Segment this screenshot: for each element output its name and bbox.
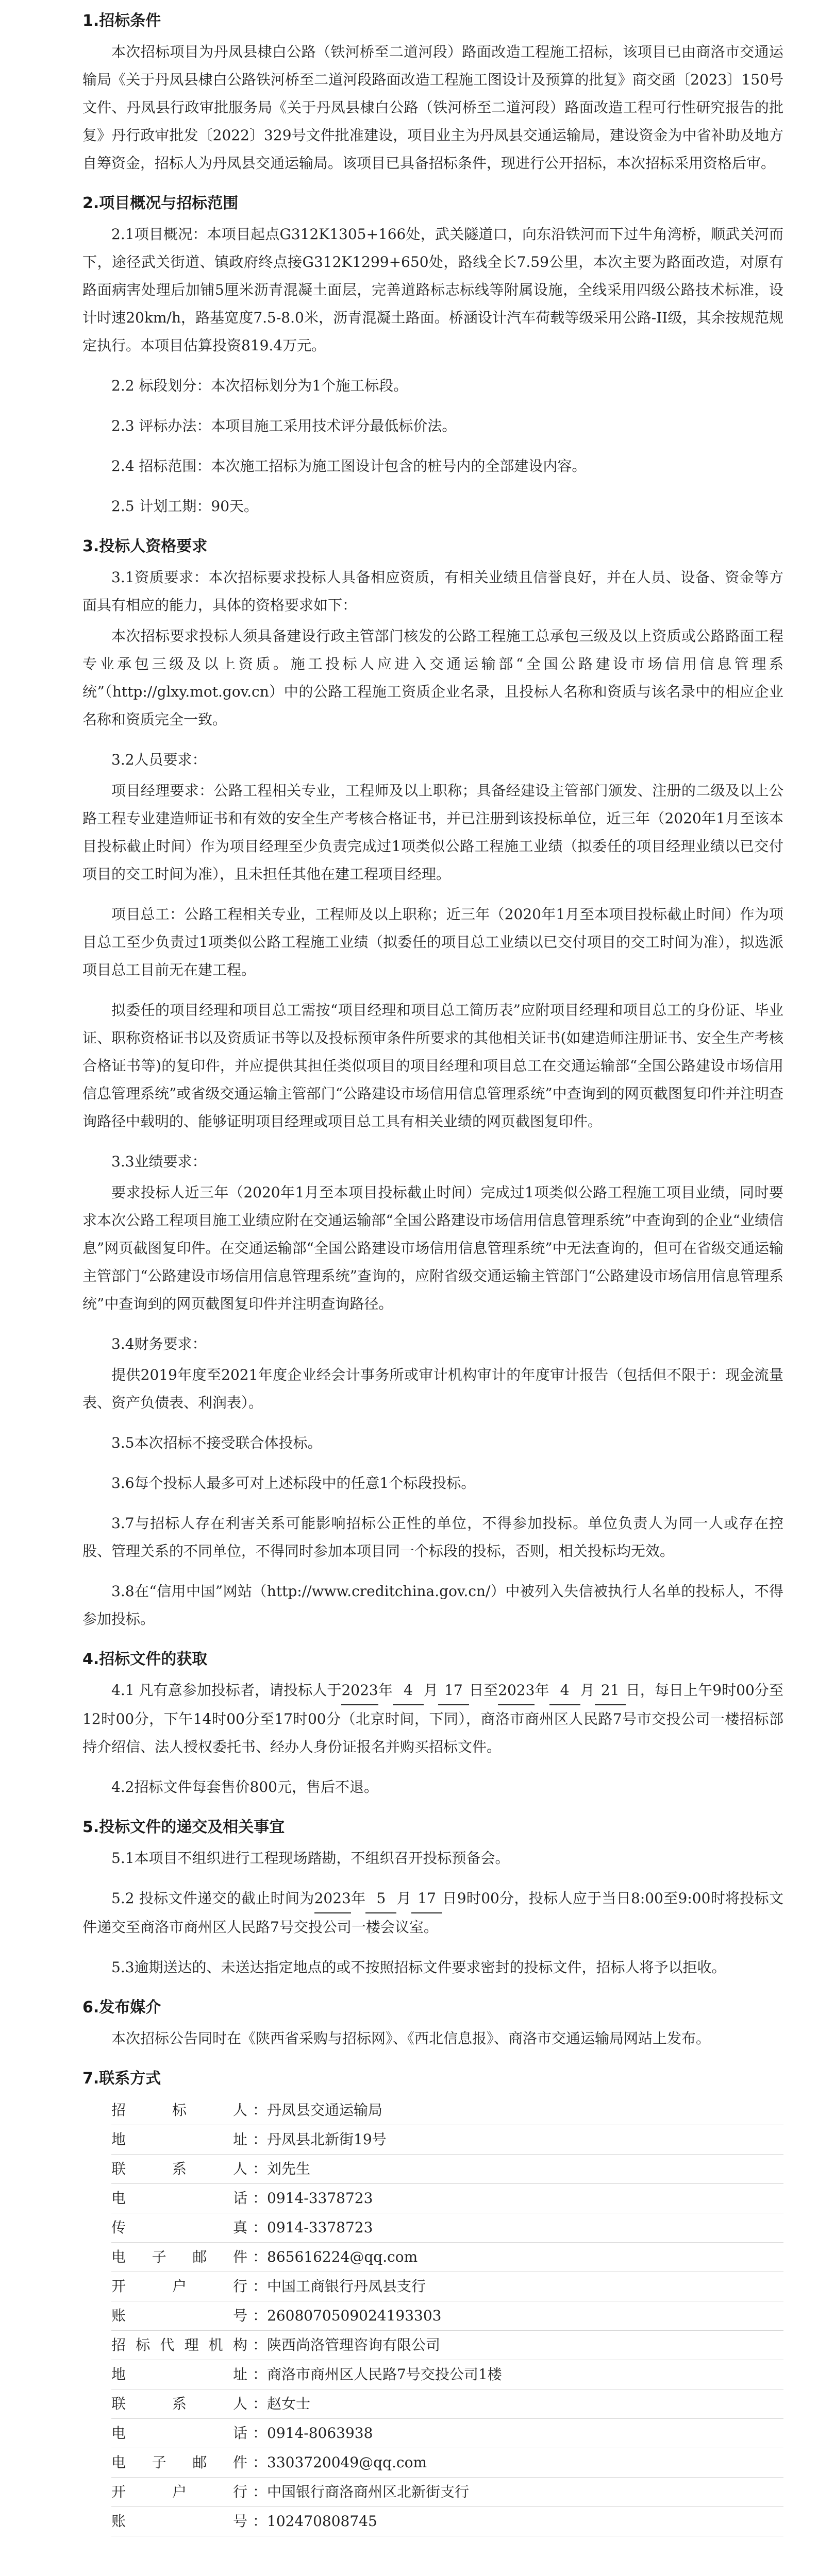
contact-colon: ： [253, 2102, 268, 2119]
contact-label-char: 人 [232, 2160, 247, 2177]
contact-value: 865616224@qq.com [267, 2248, 418, 2265]
performance-requirement-title: 3.3业绩要求： [111, 1153, 207, 1170]
contact-label-char: 理 [184, 2336, 199, 2353]
contact-value: 刘先生 [267, 2160, 311, 2177]
contact-colon: ： [253, 2248, 268, 2265]
section-heading-5: 5.投标文件的递交及相关事宜 [82, 1818, 285, 1836]
contact-colon: ： [253, 2513, 268, 2530]
personnel-documents: 拟委任的项目经理和项目总工需按“项目经理和项目总工简历表”应附项目经理和项目总工的身份证、毕业证、职称资格证书以及资质证书等以及投标预审条件所要求的其他相关证书(如建造师注册证书、安全生产考核合格证书等)的复印件，并应提供其担任类似项目的项目经理和项目总工在交通运输部“全国公路建设市场信用信息管理系统”或省级交通运输主管部门“公路建设市场信用信息管理系统”中查询到的网页截图复印件并注明查询路径中载明的、能够证明项目经理或项目总工具有相关业绩的网页截图复印件。 [82, 1002, 783, 1130]
lot-division: 2.2 标段划分：本次招标划分为1个施工标段。 [111, 377, 408, 394]
contact-label-char: 电 [111, 2248, 126, 2265]
deadline-month: 5 [365, 1885, 396, 1913]
contact-value: 3303720049@qq.com [267, 2454, 427, 2471]
contact-row [111, 2125, 783, 2155]
contact-label-char: 机 [208, 2336, 223, 2353]
contact-label-char: 件 [232, 2454, 247, 2471]
no-consortium: 3.5本次招标不接受联合体投标。 [111, 1434, 322, 1451]
project-manager-requirement: 项目经理要求：公路工程相关专业，工程师及以上职称；具备经建设主管部门颁发、注册的二级及以上公路工程专业建造师证书和有效的安全生产考核合格证书，并已注册到该投标单位，近三年（2020年1月至该本目投标截止时间）作为项目经理至少负责完成过1项类似公路工程施工业绩（拟委任的项目经理业绩以已交付项目的交工时间为准），且未担任其他在建工程项目经理。 [82, 782, 783, 883]
contact-label-char: 联 [111, 2395, 126, 2412]
contact-label-char: 件 [232, 2248, 247, 2265]
contact-value: 2608070509024193303 [267, 2307, 442, 2324]
deadline-year: 2023 [314, 1885, 351, 1913]
contact-colon: ： [253, 2219, 268, 2236]
contact-row [111, 2213, 783, 2243]
contact-colon: ： [253, 2307, 268, 2324]
contact-label-char: 邮 [192, 2248, 207, 2265]
contact-colon: ： [253, 2278, 268, 2295]
contact-label [111, 2096, 251, 2125]
contact-label [111, 2213, 251, 2242]
section-heading-1: 1.招标条件 [82, 12, 161, 30]
contact-colon: ： [253, 2483, 268, 2500]
contact-label-char: 电 [111, 2190, 126, 2207]
submission-deadline: 5.2 投标文件递交的截止时间为2023年 5 月 17 日9时00分，投标人应于当日8:00至9:00时将投标文件递交至商洛市商州区人民路7号交投公司一楼会议室。 [82, 1885, 783, 1941]
contact-label [111, 2507, 251, 2536]
contact-value: 0914-8063938 [267, 2425, 373, 2442]
contact-label-char: 子 [152, 2248, 166, 2265]
evaluation-method: 2.3 评标办法：本项目施工采用技术评分最低标价法。 [111, 417, 457, 434]
contact-row [111, 2272, 783, 2301]
contact-colon: ： [253, 2454, 268, 2471]
contact-label-char: 行 [232, 2483, 247, 2500]
contact-label-char: 号 [232, 2307, 247, 2324]
contact-label-char: 标 [136, 2336, 151, 2353]
conflict-of-interest: 3.7与招标人存在利害关系可能影响招标公正性的单位，不得参加投标。单位负责人为同一人或存在控股、管理关系的不同单位，不得同时参加本项目同一个标段的投标，否则，相关投标均无效。 [82, 1515, 783, 1560]
contact-label-char: 系 [172, 2160, 187, 2177]
contact-label-char: 标 [172, 2102, 187, 2119]
personnel-requirement-title: 3.2人员要求： [111, 751, 207, 768]
contact-list [111, 2096, 783, 2536]
financial-requirement-title: 3.4财务要求： [111, 1335, 207, 1352]
credit-china-clause: 3.8在“信用中国”网站（http://www.creditchina.gov.cn/）中被列入失信被执行人名单的投标人，不得参加投标。 [82, 1583, 783, 1628]
contact-row [111, 2478, 783, 2507]
contact-value: 商洛市商州区人民路7号交投公司1楼 [267, 2366, 502, 2383]
contact-label-char: 户 [172, 2278, 187, 2295]
lot-limit: 3.6每个投标人最多可对上述标段中的任意1个标段投标。 [111, 1475, 476, 1492]
qualification-detail: 本次招标要求投标人须具备建设行政主管部门核发的公路工程施工总承包三级及以上资质或公路路面工程专业承包三级及以上资质。施工投标人应进入交通运输部“全国公路建设市场信用信息管理系统”（http://glxy.mot.gov.cn）中的公路工程施工资质企业名录，且投标人名称和资质与该名录中的相应企业名称和资质完全一致。 [82, 628, 783, 728]
project-overview: 2.1项目概况：本项目起点G312K1305+166处，武关隧道口，向东沿铁河而下过牛角湾桥，顺武关河而下，途径武关街道、镇政府终点接G312K1299+650处，路线全长7.59公里，本次主要为路面改造，对原有路面病害处理后加铺5厘米沥青混凝土面层，完善道路标志标线等附属设施，全线采用四级公路技术标准，设计时速20km/h，路基宽度7.5-8.0米，沥青混凝土路面。桥涵设计汽车荷载等级采用公路-II级，其余按规范规定执行。本项目估算投资819.4万元。 [82, 226, 783, 354]
contact-row [111, 2448, 783, 2478]
planned-duration: 2.5 计划工期：90天。 [111, 498, 259, 515]
section-heading-7: 7.联系方式 [82, 2070, 161, 2088]
contact-label [111, 2419, 251, 2448]
contact-value: 102470808745 [267, 2513, 377, 2530]
contact-label [111, 2478, 251, 2506]
contact-label-char: 址 [232, 2366, 247, 2383]
contact-colon: ： [253, 2425, 268, 2442]
contact-label [111, 2125, 251, 2154]
contact-label [111, 2243, 251, 2272]
contact-label-char: 账 [111, 2307, 126, 2324]
contact-row [111, 2155, 783, 2184]
no-site-visit: 5.1本项目不组织进行工程现场踏勘，不组织召开投标预备会。 [111, 1850, 510, 1867]
contact-row [111, 2360, 783, 2389]
contact-value: 0914-3378723 [267, 2219, 373, 2236]
contact-label-char: 邮 [192, 2454, 207, 2471]
contact-value: 陕西尚洛管理咨询有限公司 [267, 2336, 441, 2353]
tender-scope: 2.4 招标范围：本次施工招标为施工图设计包含的桩号内的全部建设内容。 [111, 457, 587, 474]
contact-label-char: 联 [111, 2160, 126, 2177]
contact-label [111, 2272, 251, 2301]
section-heading-4: 4.招标文件的获取 [82, 1650, 208, 1668]
tender-announcement [82, 7, 783, 2536]
performance-requirement: 要求投标人近三年（2020年1月至本项目投标截止时间）完成过1项类似公路工程施工项目业绩，同时要求本次公路工程项目施工业绩应附在交通运输部“全国公路建设市场信用信息管理系统”中查询到的企业“业绩信息”网页截图复印件。在交通运输部“全国公路建设市场信用信息管理系统”中无法查询的，但可在省级交通运输主管部门“公路建设市场信用信息管理系统”查询的，应附省级交通运输主管部门“公路建设市场信用信息管理系统”中查询到的网页截图复印件并注明查询路径。 [82, 1184, 783, 1312]
end-year: 2023 [498, 1676, 535, 1705]
document-price: 4.2招标文件每套售价800元，售后不退。 [111, 1778, 378, 1795]
contact-label-char: 人 [232, 2102, 247, 2119]
start-year: 2023 [341, 1676, 378, 1705]
section-heading-6: 6.发布媒介 [82, 1998, 161, 2016]
contact-label-char: 招 [111, 2336, 126, 2353]
contact-label-char: 行 [232, 2278, 247, 2295]
contact-label-char: 构 [232, 2336, 247, 2353]
contact-row [111, 2389, 783, 2419]
contact-value: 丹凤县北新街19号 [267, 2131, 387, 2148]
contact-label [111, 2184, 251, 2213]
contact-label-char: 系 [172, 2395, 187, 2412]
contact-label-char: 子 [152, 2454, 166, 2471]
contact-row [111, 2184, 783, 2213]
contact-row [111, 2096, 783, 2125]
section-1-paragraph: 本次招标项目为丹凤县棣白公路（铁河桥至二道河段）路面改造工程施工招标，该项目已由商洛市交通运输局《关于丹凤县棣白公路铁河桥至二道河段路面改造工程施工图设计及预算的批复》商交函〔2023〕150号文件、丹凤县行政审批服务局《关于丹凤县棣白公路（铁河桥至二道河段）路面改造工程可行性研究报告的批复》丹行政审批发〔2022〕329号文件批准建设，项目业主为丹凤县交通运输局，建设资金为中省补助及地方自筹资金，招标人为丹凤县交通运输局。该项目已具备招标条件，现进行公开招标，本次招标采用资格后审。 [82, 43, 783, 172]
contact-value: 中国银行商洛商州区北新街支行 [267, 2483, 470, 2500]
contact-label-char: 地 [111, 2131, 126, 2148]
contact-value: 赵女士 [267, 2395, 311, 2412]
contact-row [111, 2243, 783, 2272]
contact-colon: ： [253, 2160, 268, 2177]
contact-label [111, 2389, 251, 2418]
contact-value: 0914-3378723 [267, 2190, 373, 2207]
section-heading-2: 2.项目概况与招标范围 [82, 194, 239, 212]
contact-label-char: 招 [111, 2102, 126, 2119]
qualification-requirement: 3.1资质要求：本次招标要求投标人具备相应资质，有相关业绩且信誉良好，并在人员、设备、资金等方面具有相应的能力，具体的资格要求如下： [82, 569, 783, 614]
end-day: 21 [595, 1676, 626, 1705]
contact-colon: ： [253, 2336, 268, 2353]
start-day: 17 [438, 1676, 469, 1705]
contact-label-char: 传 [111, 2219, 126, 2236]
late-submission: 5.3逾期送达的、未送达指定地点的或不按照招标文件要求密封的投标文件，招标人将予以拒收。 [111, 1959, 726, 1976]
contact-label-char: 话 [232, 2425, 247, 2442]
contact-colon: ： [253, 2395, 268, 2412]
contact-label-char: 电 [111, 2454, 126, 2471]
chief-engineer-requirement: 项目总工：公路工程相关专业，工程师及以上职称；近三年（2020年1月至本项目投标截止时间）作为项目总工至少负责过1项类似公路工程施工业绩（拟委任的项目总工业绩以已交付项目的交工时间为准），拟选派项目总工目前无在建工程。 [82, 906, 783, 978]
contact-colon: ： [253, 2190, 268, 2207]
contact-value: 中国工商银行丹凤县支行 [267, 2278, 426, 2295]
contact-label [111, 2301, 251, 2330]
deadline-day: 17 [411, 1885, 442, 1913]
contact-label-char: 地 [111, 2366, 126, 2383]
start-month: 4 [393, 1676, 424, 1705]
contact-label-char: 人 [232, 2395, 247, 2412]
contact-label [111, 2331, 251, 2360]
contact-label [111, 2448, 251, 2477]
contact-label-char: 址 [232, 2131, 247, 2148]
financial-requirement: 提供2019年度至2021年度企业经会计事务所或审计机构审计的年度审计报告（包括但不限于：现金流量表、资产负债表、利润表）。 [82, 1366, 783, 1411]
contact-label-char: 电 [111, 2425, 126, 2442]
contact-label-char: 号 [232, 2513, 247, 2530]
contact-label-char: 开 [111, 2483, 126, 2500]
contact-colon: ： [253, 2366, 268, 2383]
document-acquisition: 4.1 凡有意参加投标者，请投标人于2023年 4 月 17 日至2023年 4 月 21 日，每日上午9时00分至12时00分，下午14时00分至17时00分（北京时间，下同），商洛市商州区人民路7号市交投公司一楼招标部持介绍信、法人授权委托书、经办人身份证报名并购买招标文件。 [82, 1676, 783, 1761]
contact-label-char: 真 [232, 2219, 247, 2236]
contact-label-char: 户 [172, 2483, 187, 2500]
contact-row [111, 2507, 783, 2536]
contact-row [111, 2419, 783, 2448]
contact-label-char: 代 [160, 2336, 175, 2353]
contact-label-char: 账 [111, 2513, 126, 2530]
contact-value: 丹凤县交通运输局 [267, 2102, 383, 2119]
contact-label-char: 开 [111, 2278, 126, 2295]
contact-label [111, 2155, 251, 2183]
contact-row [111, 2331, 783, 2360]
section-heading-3: 3.投标人资格要求 [82, 537, 208, 555]
publication-media: 本次招标公告同时在《陕西省采购与招标网》、《西北信息报》、商洛市交通运输局网站上发布。 [111, 2030, 711, 2047]
contact-colon: ： [253, 2131, 268, 2148]
contact-row [111, 2301, 783, 2331]
contact-label [111, 2360, 251, 2389]
end-month: 4 [549, 1676, 580, 1705]
contact-label-char: 话 [232, 2190, 247, 2207]
